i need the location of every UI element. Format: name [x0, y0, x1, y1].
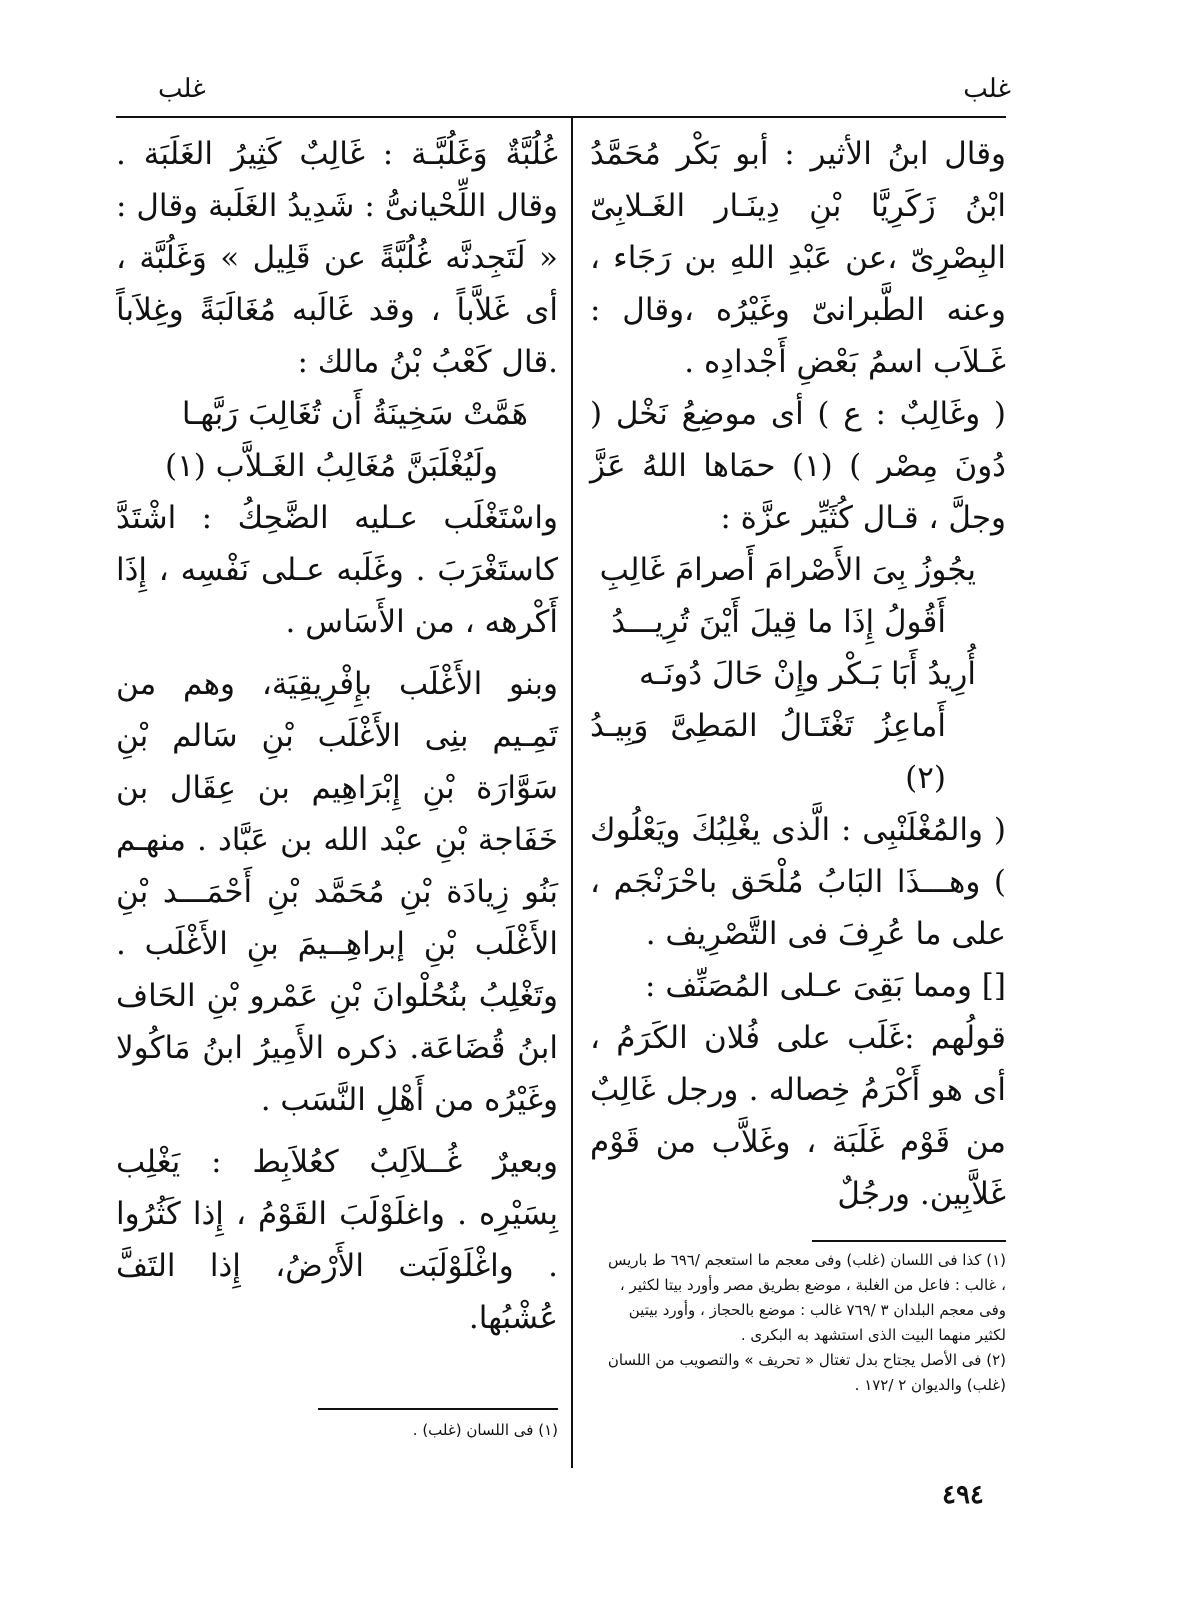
header-rule — [116, 116, 1006, 118]
footnote: (١) فى اللسان (غلب) . — [412, 1421, 558, 1439]
footnote-rule-left — [318, 1408, 558, 1410]
paragraph: واسْتَغْلَب عـليه الضَّحِكُ : اشْتَدَّ كاستَغْرَبَ . وغَلَبه عـلى نَفْسِه ، إِذَا أَكْرهه ، من الأَسَاس . — [116, 500, 558, 640]
verse-line: ولَيُغْلَبَنَّ مُغَالِبُ الغَـلاَّب (١) — [164, 448, 498, 484]
paragraph: ( والمُغْلَنْبِى : الَّذى يغْلِبُكَ ويَعْلُوك ) وهـــذَا البَابُ مُلْحَق باحْرَنْجَم ، على ما عُرِفَ فى التَّصْرِيف . — [590, 812, 1006, 952]
paragraph: وقال ابنُ الأثير : أبو بَكْر مُحَمَّدُ ابْنُ زَكَرِيَّا بْنِ دِينَـار الغَـلابِىّ البِصْرِىّ ،عن عَبْدِ اللهِ بن رَجَاء ، وعنه الطَّبرانىّ وغَيْرُه ،وقال : غَـلاَب اسمُ بَعْضِ أَجْدادِه . — [590, 136, 1006, 380]
page-number: ٤٩٤ — [942, 1480, 984, 1510]
footnote: (١) كذا فى اللسان (غلب) وفى معجم ما استعجم /٦٩٦ ط باريس ، غالب : فاعل من الغلبة ، موضع بطريق مصر وأورد بيتا لكثير ، وفى معجم البلدان ٣ /٧٦٩ غالب : موضع بالحجاز ، وأورد بيتين لكثير منهما البيت الذى استشهد به البكرى . — [607, 1251, 1006, 1344]
paragraph: وبنو الأَغْلَب بإِفْرِيقِيَة، وهم من تَمِـيم بنِى الأَغْلَب بْنِ سَالم بْنِ سَوَّارَة بْنِ إِبْرَاهِيم بن عِقَال بن خَفَاجة بْنِ عبْد الله بن عَبَّاد . منهـم بَنُو زِيادَة بْنِ مُحَمَّد بْنِ أَحْمَـــد بْنِ الأَغْلَب بْنِ إبراهِــيمَ بنِ الأَغْلَب . وتَغْلِبُ بنُحُلْوانَ بْنِ عَمْرو بْنِ الحَاف ابنُ قُضَاعَة. ذكره الأَمِيرُ ابنُ مَاكُولا وغَيْرُه من أَهْلِ النَّسَب . — [116, 666, 558, 1118]
spacer — [116, 1126, 558, 1136]
header-word-right: غلب — [963, 74, 1011, 104]
footnotes-left — [300, 1418, 558, 1443]
footnote: (٢) فى الأصل يجتاح بدل تغتال « تحريف » والتصويب من اللسان (غلب) والديوان ٢ /١٧٢ . — [607, 1351, 1006, 1394]
header-word-left: غلب — [158, 74, 206, 104]
verse-line: أَماعِزُ تَغْتَـالُ المَطِىَّ وَبِيـدُ (٢) — [590, 708, 946, 796]
paragraph: ( وغَالِبٌ : ع ) أى موضِعُ نَخْل ( دُونَ مِصْر ) (١) حمَاها اللهُ عَزَّ وجلَّ ، قـال كُثَيِّر عزَّة : — [590, 396, 1006, 536]
right-column — [590, 128, 1006, 1220]
paragraph: قولُهم :غَلَب على فُلان الكَرَمُ ، أى هو أَكْرَمُ خِصاله . ورجل غَالِبٌ من قَوْم غَلَبَة ، وغَلاَّب من قَوْم غَلاَّبِين. ورجُلٌ — [590, 1020, 1006, 1212]
paragraph: غُلُبَّةٌ وَغَلُبَّـة : غَالِبٌ كَثِيرُ الغَلَبَة . وقال اللِّحْيانىُّ : شَدِيدُ الغَلَبة وقال : « لَتَجِدنَّه غُلُبَّةً عن قَلِيل » وَغَلُبَّة ، أى غَلاَّباً ، وقد غَالَبه مُغَالَبَةً وغِلاَباً .قال كَعْبُ بْنُ مالك : — [116, 136, 558, 380]
footnotes-right — [604, 1248, 1006, 1398]
column-divider — [571, 118, 573, 1468]
footnote-rule-right — [812, 1240, 1006, 1242]
paragraph: [] ومما بَقِىَ عـلى المُصَنِّف : — [645, 968, 1006, 1004]
verse-line: أُرِيدُ أَبَا بَـكْر وإِنْ حَالَ دُونَـه — [639, 656, 976, 692]
paragraph: وبعيرٌ غُــلاَلِبٌ كعُلاَبِط : يَغْلِب بِسَيْرِه . واغلَوْلَبَ القَوْمُ ، إِذا كَثُرُوا . واغْلَوْلَبَت الأَرْضُ، إِذا التَفَّ عُشْبُها. — [116, 1144, 558, 1336]
spacer — [116, 648, 558, 658]
verse-line: أَقُولُ إِذَا ما قِيلَ أَيْنَ تُرِيـــدُ — [611, 604, 946, 640]
verse-line: هَمَّتْ سَخِينَةُ أَن تُغَالِبَ رَبَّهـا — [181, 396, 528, 432]
left-column — [116, 128, 558, 1344]
verse-line: يجُوزُ بِىَ الأَصْرامَ أَصرامَ غَالِبِ — [599, 552, 976, 588]
